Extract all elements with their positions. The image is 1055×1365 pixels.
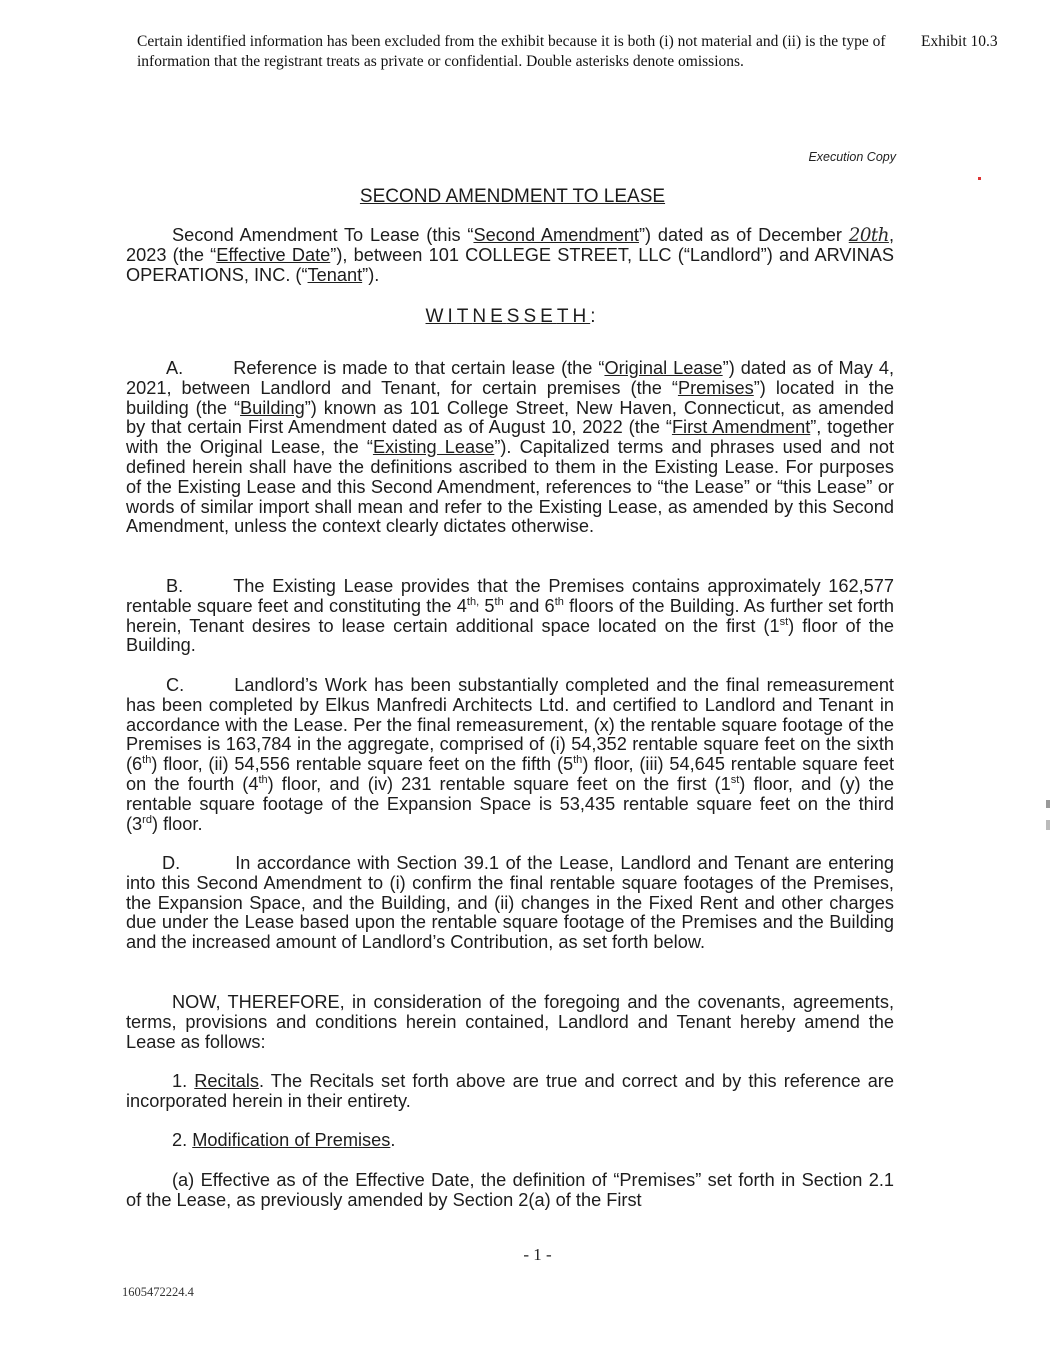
confidentiality-note: Certain identified information has been excluded from the exhibit because it is both (i) not material and (ii) is the type of information that the registrant treats as private or confidential. Double asterisks denote omissions.: [137, 33, 886, 70]
recital-b: B. The Existing Lease provides that the Premises contains approximately 162,577 rentable square feet and constituting the $4^{th,}$ 5th and 6th floors of the Building. As further set forth herein, Tenant desires to lease certain additional space located on the first (1st) floor of the Building.: [126, 576, 894, 656]
document-id: 1605472224.4: [122, 1285, 194, 1299]
exhibit-label: Exhibit 10.3: [921, 33, 998, 50]
section-2a-paragraph: (a) Effective as of the Effective Date, the definition of “Premises” set forth in Section 2.1 of the Lease, as previously amended by Section 2(a) of the First: [126, 1170, 894, 1210]
section-1-recitals: 1. Recitals. The Recitals set forth above are true and correct and by this reference are incorporated herein in their entirety.: [126, 1071, 894, 1111]
witnesseth-heading: WITNESSETH:: [425, 306, 600, 327]
now-therefore-paragraph: NOW, THEREFORE, in consideration of the foregoing and the covenants, agreements, terms, provisions and conditions herein contained, Landlord and Tenant hereby amend the Lease as follows:: [126, 992, 894, 1052]
recital-a: A. Reference is made to that certain lease (the “Original Lease”) dated as of May 4, 2021, between Landlord and Tenant, for certain premises (the “Premises”) located in the building (the “Building”) known as 101 College Street, New Haven, Connecticut, as amended by that certain First Amendment dated as of August 10, 2022 (the “First Amendment”, together with the Original Lease, the “Existing Lease”). Capitalized terms and phrases used and not defined herein shall have the definitions ascribed to them in the Existing Lease. For purposes of the Existing Lease and this Second Amendment, references to “the Lease” or “this Lease” or words of similar import shall mean and refer to the Existing Lease, as amended by this Second Amendment, unless the context clearly dictates otherwise.: [126, 358, 895, 537]
intro-paragraph: Second Amendment To Lease (this “Second Amendment”) dated as of December 20th, 2023 (the “Effective Date”), between 101 COLLEGE STREET, LLC (“Landlord”) and ARVINAS OPERATIONS, INC. (“Tenant”).: [126, 225, 895, 285]
handwritten-date: 20th: [848, 225, 889, 246]
page-number: - 1 -: [523, 1245, 552, 1264]
section-2-heading: 2. Modification of Premises.: [172, 1130, 396, 1150]
scan-edge-mark: [1046, 800, 1050, 808]
section-1-heading: Recitals: [194, 1071, 259, 1091]
red-speck: [978, 177, 981, 180]
execution-copy-label: Execution Copy: [808, 150, 896, 164]
recital-d: D. In accordance with Section 39.1 of the Lease, Landlord and Tenant are entering into this Second Amendment to (i) confirm the final rentable square footages of the Premises, the Expansion Space, and the Building, and (ii) changes in the Fixed Rent and other charges due under the Lease based upon the rentable square footage of the Premises and the Building and the increased amount of Landlord’s Contribution, as set forth below.: [126, 853, 894, 953]
recital-c: C. Landlord’s Work has been substantially completed and the final remeasurement has been completed by Elkus Manfredi Architects Ltd. and certified to Landlord and Tenant in accordance with the Lease. Per the final remeasurement, (x) the rentable square footage of the Premises is 163,784 in the aggregate, comprised of (i) 54,352 rentable square feet on the sixth (6th) floor, (ii) 54,556 rentable square feet on the fifth (5th) floor, (iii) 54,645 rentable square feet on the fourth (4th) floor, and (iv) 231 rentable square feet on the first (1st) floor, and (y) the rentable square footage of the Expansion Space is 53,435 rentable square feet on the third (3rd) floor.: [126, 675, 894, 834]
scan-edge-mark: [1046, 820, 1050, 830]
document-title: SECOND AMENDMENT TO LEASE: [359, 186, 666, 207]
